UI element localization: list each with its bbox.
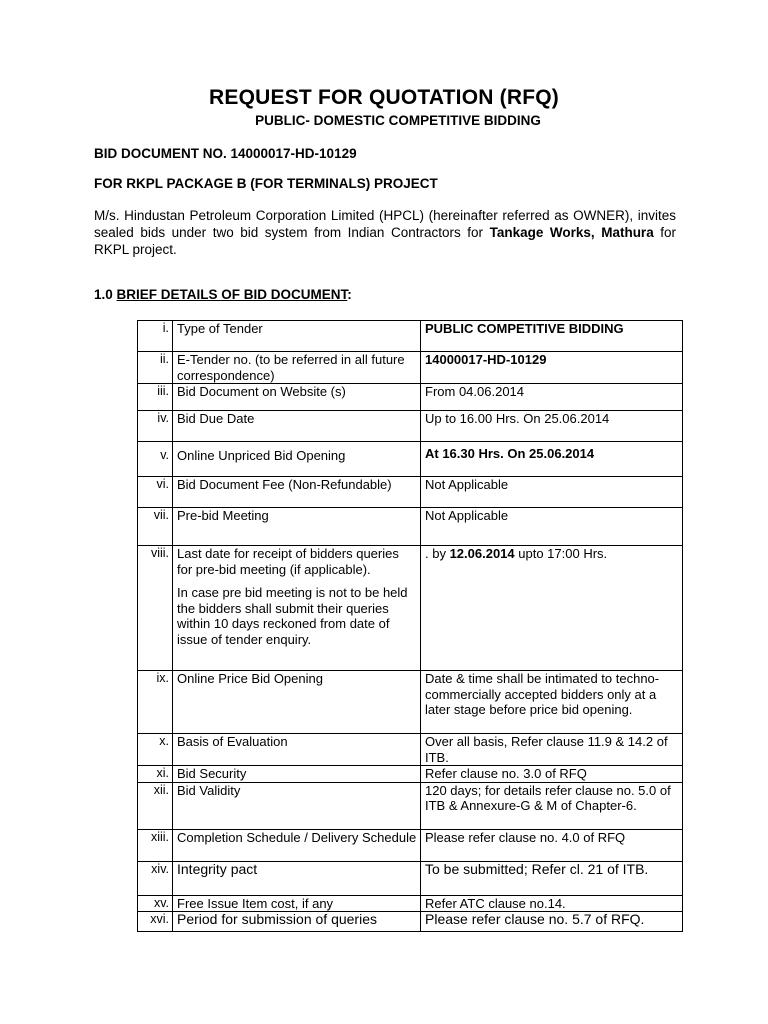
row-number: ii. bbox=[138, 352, 173, 384]
intro-text-2: for RKPL project. bbox=[94, 225, 676, 257]
row-number: vi. bbox=[138, 477, 173, 508]
document-subtitle: PUBLIC- DOMESTIC COMPETITIVE BIDDING bbox=[255, 113, 541, 128]
row-number: vii. bbox=[138, 508, 173, 546]
row-number: xiii. bbox=[138, 829, 173, 861]
row-description: Online Price Bid Opening bbox=[173, 671, 421, 734]
table-row bbox=[138, 384, 683, 411]
row-number: i. bbox=[138, 321, 173, 352]
row-number: xv. bbox=[138, 895, 173, 912]
table-row bbox=[138, 477, 683, 508]
table-row bbox=[138, 861, 683, 895]
table-row bbox=[138, 766, 683, 783]
row-description: Basis of Evaluation bbox=[173, 734, 421, 766]
section-colon: : bbox=[347, 287, 352, 302]
section-heading bbox=[94, 287, 352, 302]
row-description-note: In case pre bid meeting is not to be held the bidders shall submit their queries within 10 days reckoned from date of issue of tender enquiry. bbox=[177, 585, 408, 647]
section-title: BRIEF DETAILS OF BID DOCUMENT bbox=[116, 287, 348, 302]
row-description: Online Unpriced Bid Opening bbox=[173, 442, 421, 477]
row-value bbox=[421, 546, 683, 671]
row-value: Refer ATC clause no.14. bbox=[421, 895, 683, 912]
table-row bbox=[138, 546, 683, 671]
table-row bbox=[138, 782, 683, 829]
intro-text-1: M/s. Hindustan Petroleum Corporation Limited (HPCL) (hereinafter referred as OWNER), invites sealed bids under two bid system from Indian Contractors for bbox=[94, 208, 676, 240]
row-value: Over all basis, Refer clause 11.9 & 14.2 of ITB. bbox=[421, 734, 683, 766]
row-description: Pre-bid Meeting bbox=[173, 508, 421, 546]
table-row bbox=[138, 895, 683, 912]
row-description-line: Last date for receipt of bidders queries for pre-bid meeting (if applicable). bbox=[177, 546, 399, 577]
row-number: v. bbox=[138, 442, 173, 477]
row-value: Date & time shall be intimated to techno-commercially accepted bidders only at a later stage before price bid opening. bbox=[421, 671, 683, 734]
bid-details-table bbox=[137, 320, 683, 932]
row-number: xvi. bbox=[138, 912, 173, 932]
row-value: Please refer clause no. 5.7 of RFQ. bbox=[421, 912, 683, 932]
table-row bbox=[138, 411, 683, 442]
table-row bbox=[138, 321, 683, 352]
intro-paragraph bbox=[94, 207, 676, 258]
row-value: Refer clause no. 3.0 of RFQ bbox=[421, 766, 683, 783]
row-description: E-Tender no. (to be referred in all future correspondence) bbox=[173, 352, 421, 384]
row-value: 14000017-HD-10129 bbox=[421, 352, 683, 384]
row-description: Period for submission of queries bbox=[173, 912, 421, 932]
project-heading: FOR RKPL PACKAGE B (FOR TERMINALS) PROJECT bbox=[94, 176, 438, 191]
table-row bbox=[138, 912, 683, 932]
row-number: xii. bbox=[138, 782, 173, 829]
table-row bbox=[138, 508, 683, 546]
intro-bold-text: Tankage Works, Mathura bbox=[489, 225, 654, 240]
row-value: At 16.30 Hrs. On 25.06.2014 bbox=[421, 442, 683, 477]
row-description: Bid Due Date bbox=[173, 411, 421, 442]
table-row bbox=[138, 734, 683, 766]
table-row bbox=[138, 352, 683, 384]
row-number: ix. bbox=[138, 671, 173, 734]
row-value: 120 days; for details refer clause no. 5.0 of ITB & Annexure-G & M of Chapter-6. bbox=[421, 782, 683, 829]
table-row bbox=[138, 829, 683, 861]
row-value: Please refer clause no. 4.0 of RFQ bbox=[421, 829, 683, 861]
row-description: Bid Document Fee (Non-Refundable) bbox=[173, 477, 421, 508]
row-description: Free Issue Item cost, if any bbox=[173, 895, 421, 912]
row-number: xi. bbox=[138, 766, 173, 783]
row-description bbox=[173, 546, 421, 671]
bid-document-number: BID DOCUMENT NO. 14000017-HD-10129 bbox=[94, 146, 357, 161]
row-description: Integrity pact bbox=[173, 861, 421, 895]
row-description: Bid Security bbox=[173, 766, 421, 783]
row-value: Not Applicable bbox=[421, 477, 683, 508]
row-value: Up to 16.00 Hrs. On 25.06.2014 bbox=[421, 411, 683, 442]
value-prefix: . by bbox=[425, 546, 450, 561]
row-value: To be submitted; Refer cl. 21 of ITB. bbox=[421, 861, 683, 895]
row-number: iv. bbox=[138, 411, 173, 442]
section-number: 1.0 bbox=[94, 287, 117, 302]
row-value: PUBLIC COMPETITIVE BIDDING bbox=[421, 321, 683, 352]
row-number: viii. bbox=[138, 546, 173, 671]
row-description: Type of Tender bbox=[173, 321, 421, 352]
document-title: REQUEST FOR QUOTATION (RFQ) bbox=[209, 86, 559, 109]
row-value: Not Applicable bbox=[421, 508, 683, 546]
row-number: iii. bbox=[138, 384, 173, 411]
row-description: Bid Validity bbox=[173, 782, 421, 829]
row-description: Completion Schedule / Delivery Schedule bbox=[173, 829, 421, 861]
row-description: Bid Document on Website (s) bbox=[173, 384, 421, 411]
table-row bbox=[138, 671, 683, 734]
row-number: x. bbox=[138, 734, 173, 766]
value-suffix: upto 17:00 Hrs. bbox=[514, 546, 608, 561]
row-value: From 04.06.2014 bbox=[421, 384, 683, 411]
table-row bbox=[138, 442, 683, 477]
value-date: 12.06.2014 bbox=[449, 546, 515, 561]
row-number: xiv. bbox=[138, 861, 173, 895]
